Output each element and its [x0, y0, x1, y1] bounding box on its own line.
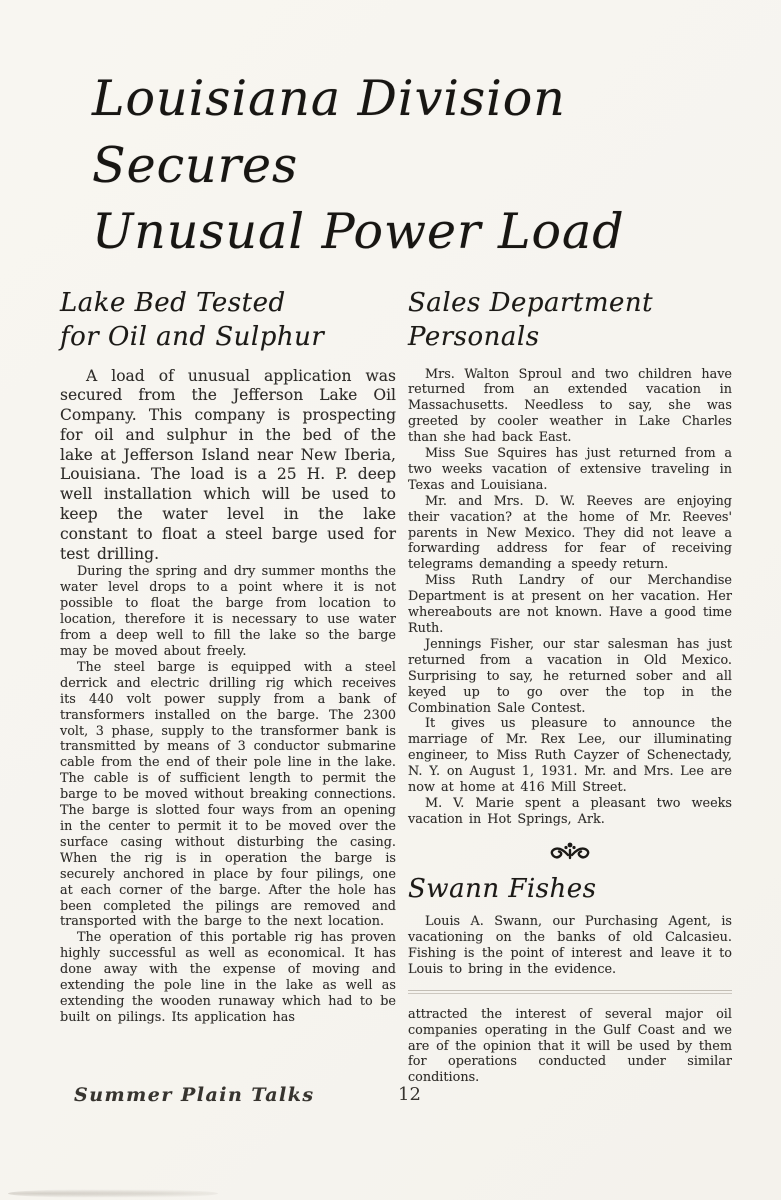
paragraph: Mr. and Mrs. D. W. Reeves are enjoying their vacation? at the home of Mr. Reeves' parents in New Mexico. They did not leave a forwarding address for fear of receiving telegrams demanding a speedy return. — [408, 493, 732, 573]
left-heading-line-1: Lake Bed Tested — [60, 287, 286, 318]
left-heading-line-2: for Oil and Sulphur — [60, 322, 325, 353]
page-footer — [60, 1084, 732, 1110]
article-title — [92, 66, 732, 266]
paragraph: It gives us pleasure to announce the marriage of Mr. Rex Lee, our illuminating engineer, to Miss Ruth Cayzer of Schenectady, N. Y. on August 1, 1931. Mr. and Mrs. Lee are now at home at 416 Mill Street. — [408, 716, 732, 796]
page-content — [60, 66, 732, 1086]
right-heading-line-1: Sales Department — [408, 287, 654, 318]
article-title-line-1: Louisiana Division Secures — [92, 70, 566, 194]
continuation-body-text — [408, 1007, 732, 1087]
paragraph: M. V. Marie spent a pleasant two weeks vacation in Hot Springs, Ark. — [408, 795, 732, 827]
paragraph: The operation of this portable rig has proven highly successful as well as economical. It has done away with the expense of moving and extending the pole line in the lake as well as extending the wooden runaway which had to be built on pilings. Its application has — [60, 930, 396, 1025]
paragraph: During the spring and dry summer months the water level drops to a point where it is not possible to float the barge from location to location, therefore it is necessary to use water from a deep well to fill the lake so the barge may be moved about freely. — [60, 564, 396, 659]
article-title-line-2: Unusual Power Load — [92, 203, 625, 261]
right-heading-line-2: Personals — [408, 322, 540, 353]
left-section-heading — [60, 286, 396, 355]
scan-smudge — [8, 1189, 218, 1198]
footer-page-number: 12 — [398, 1084, 421, 1105]
left-body-text — [60, 564, 396, 1025]
lead-paragraph: A load of unusual application was secured from the Jefferson Lake Oil Company. This company is prospecting for oil and sulphur in the bed of the lake at Jefferson Island near New Iberia, Louisiana. The load is a 25 H. P. deep well installation which will be used to keep the water level in the lake constant to float a steel barge used for test drilling. — [60, 366, 396, 563]
paragraph: The steel barge is equipped with a steel derrick and electric drilling rig which receives its 440 volt power supply from a bank of transformers installed on the barge. The 2300 volt, 3 phase, supply to the transformer bank is transmitted by means of 3 conductor submarine cable from the end of their pole line in the lake. The cable is of sufficient length to permit the barge to be moved without breaking connections. The barge is slotted four ways from an opening in the center to permit it to be moved over the surface casing without disturbing the casing. When the rig is in operation the barge is securely anchored in place by four pilings, one at each corner of the barge. After the hole has been completed the pilings are removed and transported with the barge to the next location. — [60, 659, 396, 930]
left-column — [60, 286, 396, 1086]
continuation-paragraph: attracted the interest of several major oil companies operating in the Gulf Coast and we are of the opinion that it will be used by them for operations conducted under similar conditions. — [408, 1006, 732, 1086]
swann-section-heading: Swann Fishes — [408, 873, 597, 904]
paragraph: Louis A. Swann, our Purchasing Agent, is vacationing on the banks of old Calcasieu. Fishing is the point of interest and leave it to Louis to bring in the evidence. — [408, 914, 732, 977]
fleuron-ornament — [408, 840, 732, 864]
article-columns — [60, 286, 732, 1086]
paragraph: Jennings Fisher, our star salesman has just returned from a vacation in Old Mexico. Surprising to say, he returned sober and all keyed up to go over the top in the Combination Sale Contest. — [408, 636, 732, 716]
section-divider-rule — [408, 990, 732, 994]
right-column — [408, 286, 732, 1086]
paragraph: Miss Ruth Landry of our Merchandise Department is at present on her vacation. Her whereabouts are not known. Have a good time Ruth. — [408, 573, 732, 636]
right-body-text — [408, 367, 732, 828]
swann-body-text — [408, 914, 732, 978]
footer-publication-title: Summer Plain Talks — [74, 1084, 315, 1106]
right-section-heading — [408, 286, 732, 355]
paragraph: Miss Sue Squires has just returned from a two weeks vacation of extensive traveling in Texas and Louisiana. — [408, 446, 732, 493]
paragraph: Mrs. Walton Sproul and two children have returned from an extended vacation in Massachusetts. Needless to say, she was greeted by cooler weather in Lake Charles than she had back East. — [408, 366, 732, 446]
